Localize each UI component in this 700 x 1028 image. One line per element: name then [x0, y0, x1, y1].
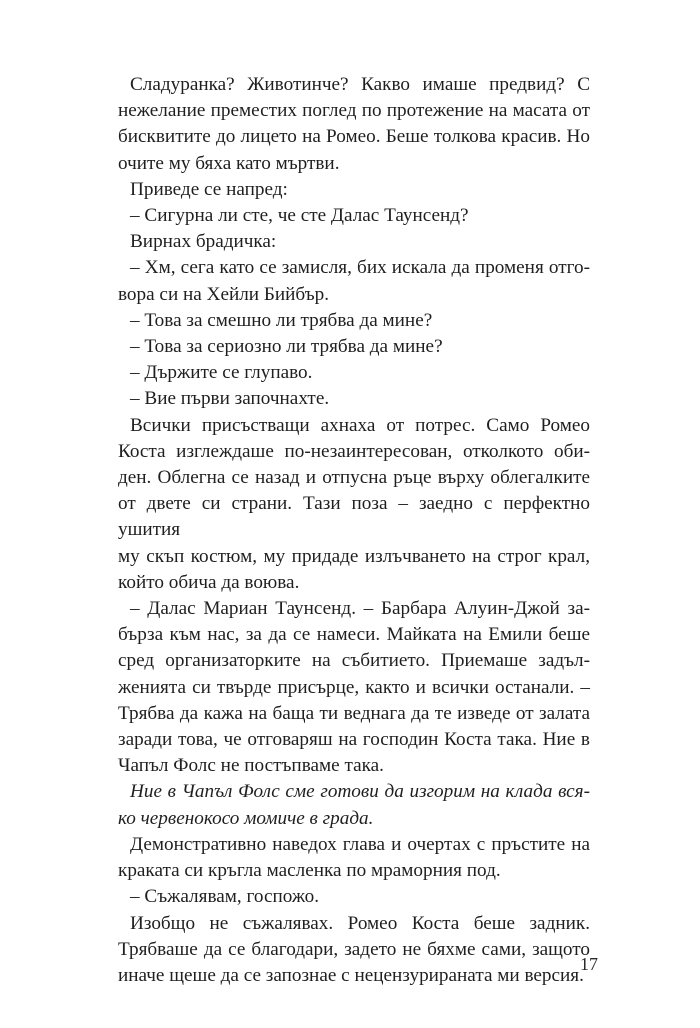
text-line: нежелание преместих поглед по протежение на масата от	[118, 100, 590, 122]
text-line: от двете си страни. Тази поза – заедно с перфектно ушития	[118, 493, 590, 541]
paragraph	[118, 360, 590, 386]
text-line: – Съжалявам, госпожо.	[130, 886, 320, 908]
text-line: Чапъл Фолс не постъпваме така.	[118, 755, 384, 777]
text-line: краката си кръгла масленка по мраморния под.	[118, 860, 501, 882]
text-line: вора си на Хейли Бийбър.	[118, 283, 330, 305]
text-line: – Вие първи започнахте.	[130, 388, 330, 410]
text-line: му скъп костюм, му придаде излъчването на строг крал,	[118, 545, 590, 567]
text-line: – Това за смешно ли трябва да мине?	[130, 309, 433, 331]
text-line: Трябваше да се благодари, задето не бяхме сами, защото	[118, 938, 590, 960]
text-line: Ние в Чапъл Фолс сме готови да изгорим на клада вся-	[130, 781, 590, 803]
text-line: – Сигурна ли сте, че сте Далас Таунсенд?	[130, 205, 469, 227]
text-line: Коста изглеждаше по-незаинтересован, отколкото оби-	[118, 440, 590, 462]
text-line: Приведе се напред:	[130, 178, 288, 200]
paragraph	[118, 72, 590, 177]
paragraph	[118, 334, 590, 360]
paragraph	[118, 203, 590, 229]
body-text	[118, 72, 590, 989]
paragraph	[118, 832, 590, 884]
text-line: ко червенокосо момиче в града.	[118, 807, 374, 829]
paragraph	[118, 386, 590, 412]
text-line: – Далас Мариан Таунсенд. – Барбара Алуин-Джой за-	[130, 598, 590, 620]
paragraph	[118, 596, 590, 779]
text-line: ден. Облегна се назад и отпусна ръце върху облегалките	[118, 467, 590, 489]
paragraph	[118, 177, 590, 203]
text-line: Всички присъстващи ахнаха от потрес. Само Ромео	[130, 414, 590, 436]
text-line: Сладуранка? Животинче? Какво имаше предвид? С	[130, 74, 590, 95]
text-line: сред организаторките на събитието. Приемаше задъл-	[118, 650, 590, 672]
text-line: – Това за сериозно ли трябва да мине?	[130, 336, 443, 358]
text-line: който обича да воюва.	[118, 571, 300, 593]
text-line: Вирнах брадичка:	[130, 231, 277, 253]
paragraph	[118, 413, 590, 596]
text-line: – Държите се глупаво.	[130, 362, 313, 384]
text-line: заради това, че отговаряш на господин Коста така. Ние в	[118, 729, 590, 751]
text-line: бърза към нас, за да се намеси. Майката на Емили беше	[118, 624, 590, 646]
text-line: женията си твърде присърце, както и всички останали. –	[118, 676, 590, 698]
paragraph	[118, 308, 590, 334]
text-line: – Хм, сега като се замисля, бих искала да променя отго-	[130, 257, 590, 279]
text-line: Демонстративно наведох глава и очертах с пръстите на	[130, 833, 590, 855]
page-number: 17	[580, 954, 598, 974]
paragraph	[118, 229, 590, 255]
text-line: Изобщо не съжалявах. Ромео Коста беше задник.	[130, 912, 590, 934]
paragraph	[118, 255, 590, 307]
paragraph	[118, 779, 590, 831]
paragraph	[118, 911, 590, 990]
text-line: бисквитите до лицето на Ромео. Беше толкова красив. Но	[118, 126, 590, 148]
text-line: иначе щеше да се запознае с нецензурираната ми версия.	[118, 964, 584, 986]
paragraph	[118, 884, 590, 910]
text-line: Трябва да кажа на баща ти веднага да те изведе от залата	[118, 702, 590, 724]
text-line: очите му бяха като мъртви.	[118, 152, 340, 174]
